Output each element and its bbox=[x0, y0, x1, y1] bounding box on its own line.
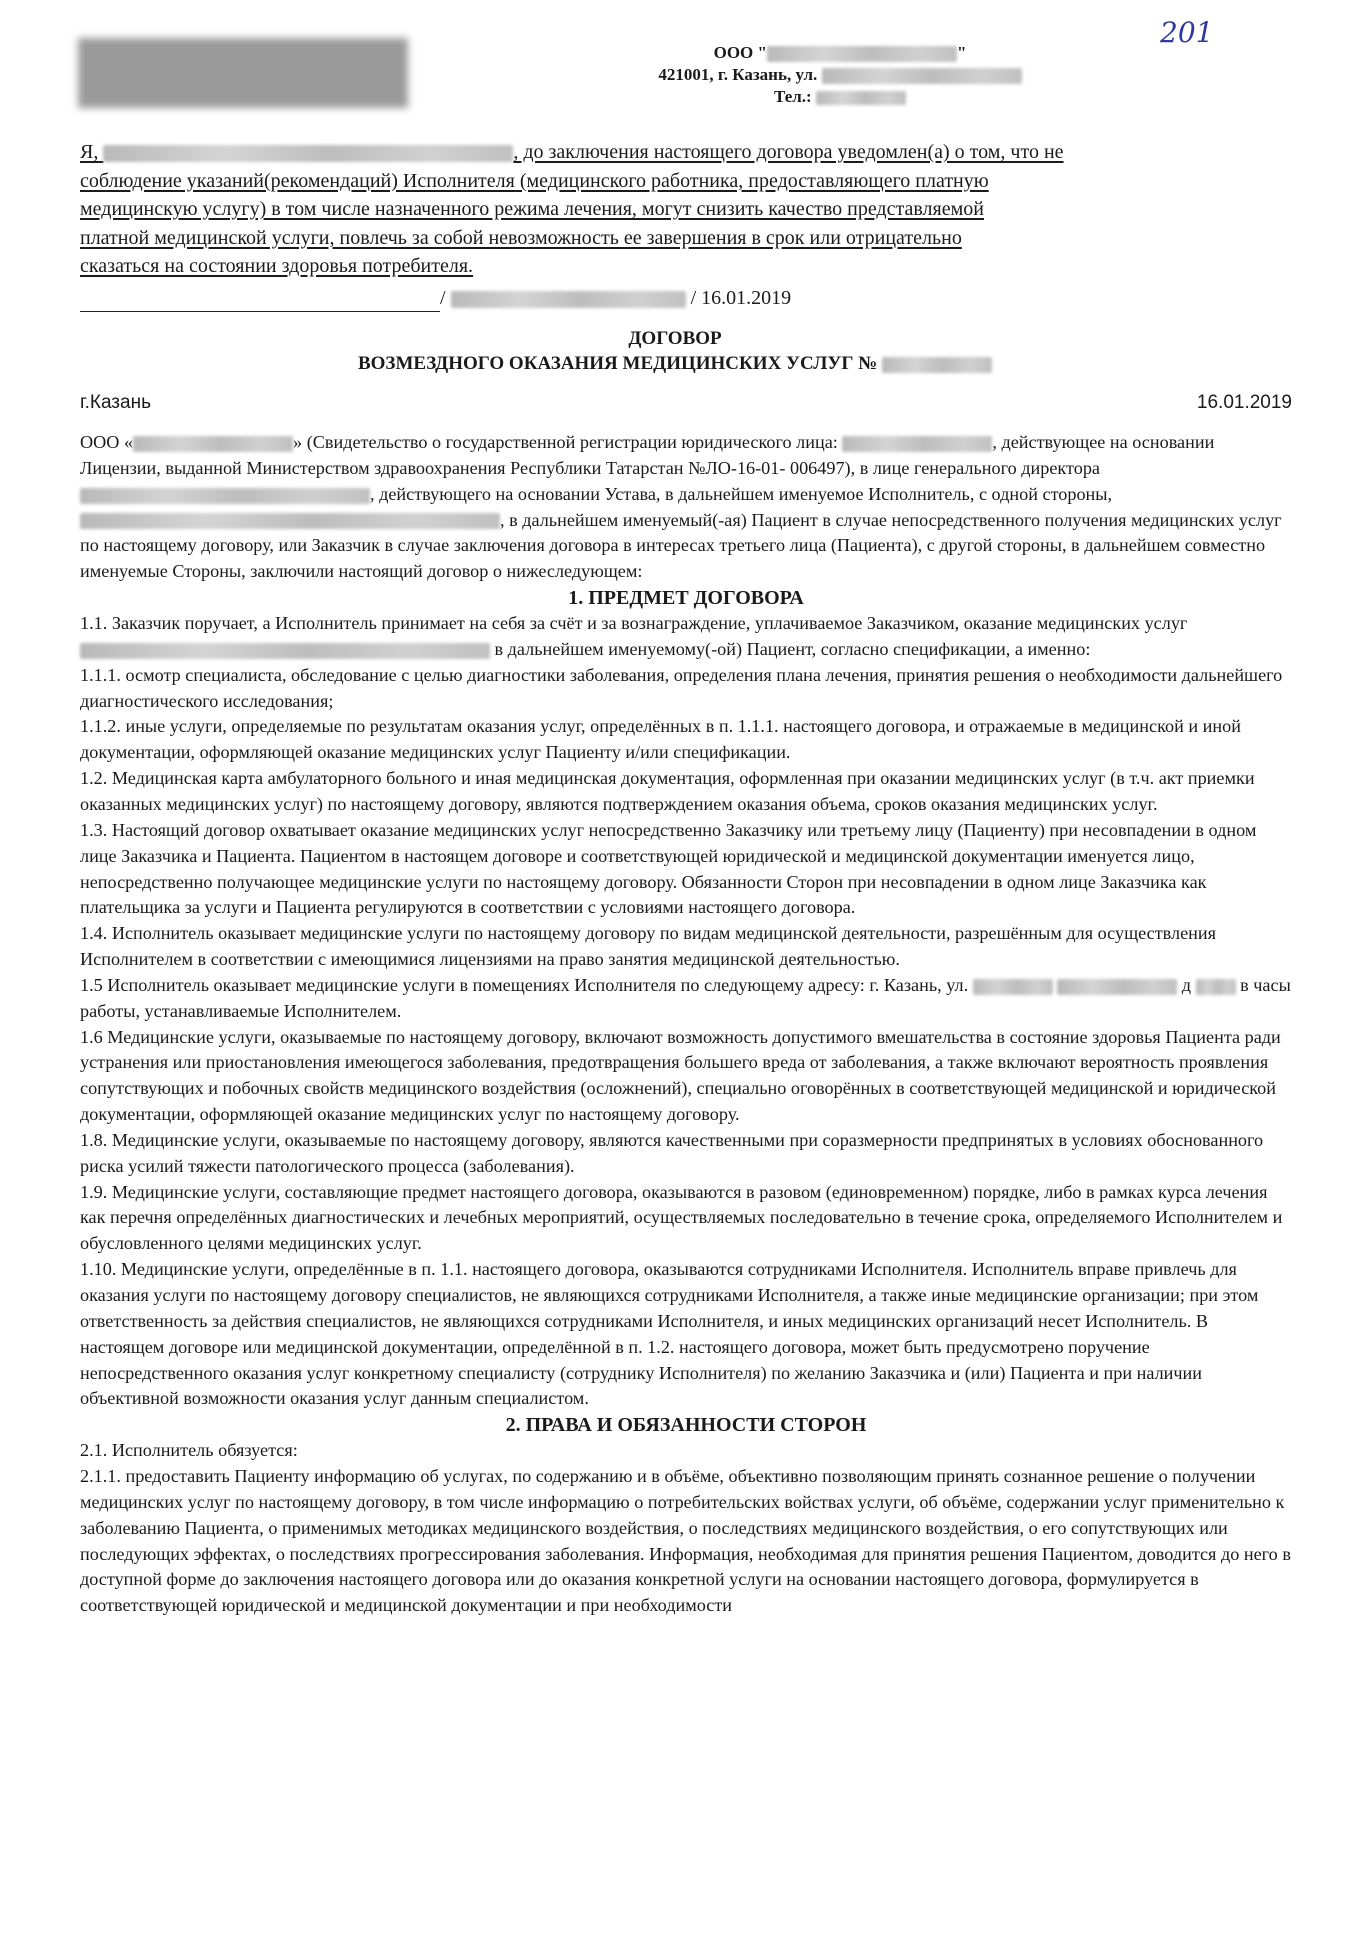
notice-line: сказаться на состоянии здоровья потребителя. bbox=[80, 255, 474, 277]
title-line-2: ВОЗМЕЗДНОГО ОКАЗАНИЯ МЕДИЦИНСКИХ УСЛУГ № bbox=[0, 351, 1350, 376]
contract-body bbox=[80, 430, 1292, 1619]
clause-1-9: 1.9. Медицинские услуги, составляющие предмет настоящего договора, оказываются в разовом (единовременном) порядке, либо в рамках курса лечения как перечня определённых диагностических и лечебных мероприятий, осуществляемых последовательно в течение срока, определяемого Исполнителем и обусловленного целями медицинских услуг. bbox=[80, 1181, 1283, 1254]
notice-line: соблюдение указаний(рекомендаций) Исполнителя (медицинского работника, предоставляющего платную bbox=[80, 169, 989, 192]
notice-line: Я, , до заключения настоящего договора уведомлен(а) о том, что не bbox=[80, 141, 1064, 163]
clause-1-1-1: 1.1.1. осмотр специалиста, обследование с целью диагностики заболевания, определения плана лечения, принятия решения о необходимости дальнейшего диагностического исследования; bbox=[80, 664, 1283, 711]
section-heading-1: 1. ПРЕДМЕТ ДОГОВОРА bbox=[568, 587, 804, 610]
clause-1-6: 1.6 Медицинские услуги, оказываемые по настоящему договору, включают возможность допустимого вмешательства в состояние здоровья Пациента ради устранения или приостановления имеющегося заболевания, предотвращения большего вреда от заболевания, а также включают вероятность проявления сопутствующих и побочных свойств медицинского воздействия (осложнений), специально оговорённых в соответствующей медицинской и юридической документации, оформляющей оказание медицинских услуг по настоящему договору. bbox=[80, 1026, 1281, 1125]
section-heading-2: 2. ПРАВА И ОБЯЗАННОСТИ СТОРОН bbox=[505, 1414, 867, 1437]
patient-notice bbox=[80, 138, 1260, 281]
address-line: 421001, г. Казань, ул. bbox=[560, 64, 1120, 86]
preamble: ООО « » (Свидетельство о государственной регистрации юридического лица: , действующее на основании Лицензии, выданной Министерством здравоохранения Республики Татарстан №ЛО-16-01- 006497), в лице генерального директора , действующего на основании Устава, в дальнейшем именуемое Исполнитель, с одной стороны, , в дальнейшем именуемый(-ая) Пациент в случае непосредственного получения медицинских услуг по настоящему договору, или Заказчик в случае заключения договора в интересах третьего лица (Пациента), с другой стороны, в дальнейшем совместно именуемые Стороны, заключили настоящий договор о нижеследующем: bbox=[80, 432, 1282, 582]
clause-1-2: 1.2. Медицинская карта амбулаторного больного и иная медицинская документация, оформленная при оказании медицинских услуг (в т.ч. акт приемки оказанных медицинских услуг) по настоящему договору, являются подтверждением оказания объема, сроков оказания медицинских услуг. bbox=[80, 768, 1255, 814]
phone-line: Тел.: bbox=[560, 86, 1120, 108]
clause-1-1: 1.1. Заказчик поручает, а Исполнитель принимает на себя за счёт и за вознаграждение, уплачиваемое Заказчиком, оказание медицинских услуг в дальнейшем именуемому(-ой) Пациент, согласно спецификации, а именно: bbox=[80, 613, 1188, 659]
clause-1-3: 1.3. Настоящий договор охватывает оказание медицинских услуг непосредственно Заказчику или третьему лицу (Пациенту) при несовпадении в одном лице Заказчика и Пациента. Пациентом в настоящем договоре и соответствующей юридической и медицинской документации именуется лицо, непосредственно получающее медицинские услуги по настоящему договору. Обязанности Сторон при несовпадении в одном лице Заказчика как плательщика за услуги и Пациента регулируются в соответствии с условиями настоящего договора. bbox=[80, 819, 1257, 918]
signature-blank bbox=[80, 291, 440, 312]
title-line-1: ДОГОВОР bbox=[628, 328, 722, 349]
contract-place: г.Казань bbox=[80, 392, 151, 413]
handwritten-number: 201 bbox=[1160, 16, 1214, 49]
contract-title bbox=[0, 326, 1350, 376]
notice-line: платной медицинской услуги, повлечь за собой невозможность ее завершения в срок или отрицательно bbox=[80, 226, 962, 249]
signature-line: / / 16.01.2019 bbox=[80, 284, 791, 312]
contract-date: 16.01.2019 bbox=[1196, 392, 1292, 413]
clause-1-1-2: 1.1.2. иные услуги, определяемые по результатам оказания услуг, определённых в п. 1.1.1. настоящего договора, и отражаемые в медицинской и иной документации, оформляющей оказание медицинских услуг Пациенту и/или спецификации. bbox=[80, 716, 1241, 763]
clause-1-4: 1.4. Исполнитель оказывает медицинские услуги по настоящему договору по видам медицинской деятельности, разрешённым для осуществления Исполнителем в соответствии с имеющимися лицензиями на право занятия медицинской деятельностью. bbox=[80, 923, 1216, 970]
clause-1-8: 1.8. Медицинские услуги, оказываемые по настоящему договору, являются качественными при соразмерности предпринятых в условиях обоснованного риска усилий тяжести патологического процесса (заболевания). bbox=[80, 1129, 1264, 1176]
clause-1-10: 1.10. Медицинские услуги, определённые в п. 1.1. настоящего договора, оказываются сотрудниками Исполнителя. Исполнитель вправе привлечь для оказания услуги по настоящему договору специалистов, не являющихся сотрудниками Исполнителя, а также иные медицинские организации; при этом ответственность за действия специалистов, не являющихся сотрудниками Исполнителя, и иных медицинских организаций несет Исполнитель. В настоящем договоре или медицинской документации, определённой в п. 1.2. настоящего договора, может быть предусмотрено поручение непосредственного оказания услуг конкретному специалисту (сотруднику Исполнителя) по желанию Заказчика и (или) Пациента и при наличии объективной возможности оказания услуг данным специалистом. bbox=[80, 1259, 1259, 1409]
clause-1-5: 1.5 Исполнитель оказывает медицинские услуги в помещениях Исполнителя по следующему адресу: г. Казань, ул. д в часы работы, устанавливаемые Исполнителем. bbox=[80, 974, 1291, 1021]
org-name-line: ООО " " bbox=[713, 43, 967, 62]
notice-line: медицинскую услугу) в том числе назначенного режима лечения, могут снизить качество представляемой bbox=[80, 198, 984, 220]
letterhead bbox=[560, 42, 1120, 108]
clause-2-1: 2.1. Исполнитель обязуется: bbox=[80, 1440, 298, 1461]
company-logo-redacted bbox=[78, 38, 408, 108]
clause-2-1-1: 2.1.1. предоставить Пациенту информацию об услугах, по содержанию и в объёме, объективно позволяющим принять сознанное решение о получении медицинских услуг по настоящему договору, в том числе информацию о потребительских войствах услуги, об объёме, содержании услуг применительно к заболеванию Пациента, о применимых методиках медицинского воздействия, о последствиях медицинского воздействия, о его сопутствующих или последующих эффектах, о последствиях прогрессирования заболевания. Информация, необходимая для принятия решения Пациентом, доводится до него в доступной форме до заключения настоящего договора или до оказания конкретной услуги на основании настоящего договора, формулируется в соответствующей юридической и медицинской документации и при необходимости bbox=[80, 1466, 1291, 1616]
